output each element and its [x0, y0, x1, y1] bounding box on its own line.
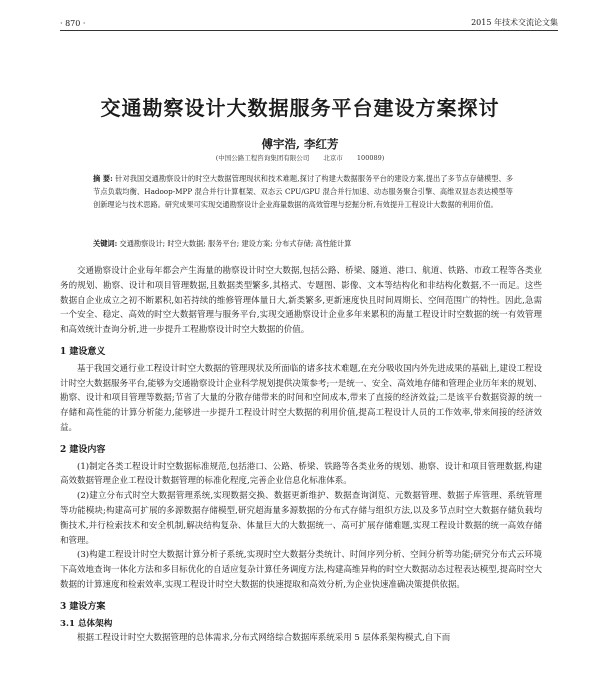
affiliation-postcode: 100089)	[356, 154, 385, 162]
keywords	[93, 238, 513, 250]
abstract	[93, 172, 513, 211]
journal-title: 2015 年技术交流论文集	[471, 18, 558, 27]
section-heading: 2 建设内容	[60, 444, 106, 455]
intro-paragraph: 交通勘察设计企业每年都会产生海量的勘察设计时空大数据,包括公路、桥梁、隧道、港口、航道、铁路、市政工程等各类业务的规划、勘察、设计和项目管理数据,且数据类型繁多,其格式、专题图、影像、文本等结构化和非结构化数据,不一而足。这些数据自企业成立之初不断累积,如若持续的维修管理体量日大,新类繁多,更新速度快且时间周期长、空间范围广的特性。因此,急需一个安全、稳定、高效的时空大数据管理与服务平台,实现交通勘察设计企业多年来累积的海量工程设计时空数据的统一有效管理和高效统计查询分析,进一步提升工程勘察设计时空大数据的价值。	[60, 266, 542, 336]
paper-title: 交通勘察设计大数据服务平台建设方案探讨	[100, 96, 500, 120]
subsection-heading: 3.1 总体架构	[60, 618, 113, 629]
paragraph: (1)制定各类工程设计时空数据标准规范,包括港口、公路、桥梁、铁路等各类业务的规划、勘察、设计和项目管理数据,构建高效数据管理企业工程设计数据管理的标准化程度,完善企业信息化标准体系。	[60, 461, 542, 487]
section-heading: 1 建设意义	[60, 346, 106, 357]
authors: 傅宇浩, 李红芳	[261, 137, 339, 151]
paragraph: (3)构建工程设计时空大数据计算分析子系统,实现时空大数据分类统计、时间序列分析、空间分析等功能;研究分布式云环境下高效地查询一体化方法和多目标优化的自适应复杂计算任务调度方法,构建高维异构的时空大数据动态过程表达模型,提高时空大数据的计算速度和检索效率,实现工程设计时空大数据的快速提取和高效分析,为企业快速准确决策提供依据。	[60, 550, 542, 590]
running-header	[60, 14, 558, 31]
keywords-label: 关键词:	[93, 239, 118, 248]
paragraph: (2)建立分布式时空大数据管理系统,实现数据交换、数据更新维护、数据查询浏览、元数据管理、数据子库管理、系统管理等功能模块;构建高可扩展的多源数据存储模型,研究超海量多源数据的分布式存储与组织方法,以及多节点时空大数据存储负载均衡技术,并行检索技术和安全机制,解决结构复杂、体量巨大的大数据统一、高可扩展存储难题,实现工程设计数据的统一高效存储和管理。	[60, 491, 542, 546]
abstract-text: 针对我国交通勘察设计的时空大数据管理现状和技术难题,探讨了构建大数据服务平台的建设方案,提出了多节点存储模型、多节点负载均衡、Hadoop-MPP 混合并行计算框架、双态云 CPU/GPU 混合并行加速、动态服务聚合引擎、高维双显态表达模型等创新理论与技术思路。研究成果可实现交通勘察设计企业海量数据的高效管理与挖掘分析,有效提升工程设计大数据的利用价值。	[93, 174, 514, 209]
paragraph: 基于我国交通行业工程设计时空大数据的管理现状及所面临的诸多技术难题,在充分吸收国内外先进成果的基础上,建设工程设计时空大数据服务平台,能够为交通勘察设计企业科学规划提供决策参考;一是统一、安全、高效地存储和管理企业历年来的规划、勘察、设计和项目管理等数据;节省了大量的分散存储带来的时间和空间成本,带来了直接的经济效益;二是该平台数据资源的统一存储和高性能的计算分析能力,能够进一步提升工程设计时空大数据的利用价值,提高工程设计人员的工作效率,带来间接的经济效益。	[60, 363, 542, 433]
affiliation-city: 北京市	[323, 154, 343, 162]
paragraph: 根据工程设计时空大数据管理的总体需求,分布式网络综合数据库系统采用 5 层体系架构模式,自下而	[77, 633, 451, 644]
body-text	[60, 264, 542, 646]
affiliation	[0, 153, 600, 162]
keywords-text: 交通勘察设计; 时空大数据; 服务平台; 建设方案; 分布式存储; 高性能计算	[119, 239, 352, 248]
affiliation-org: (中国公路工程咨询集团有限公司	[215, 154, 310, 162]
page-number: · 870 ·	[60, 19, 86, 28]
abstract-label: 摘 要:	[93, 174, 113, 183]
section-heading: 3 建设方案	[60, 601, 106, 612]
